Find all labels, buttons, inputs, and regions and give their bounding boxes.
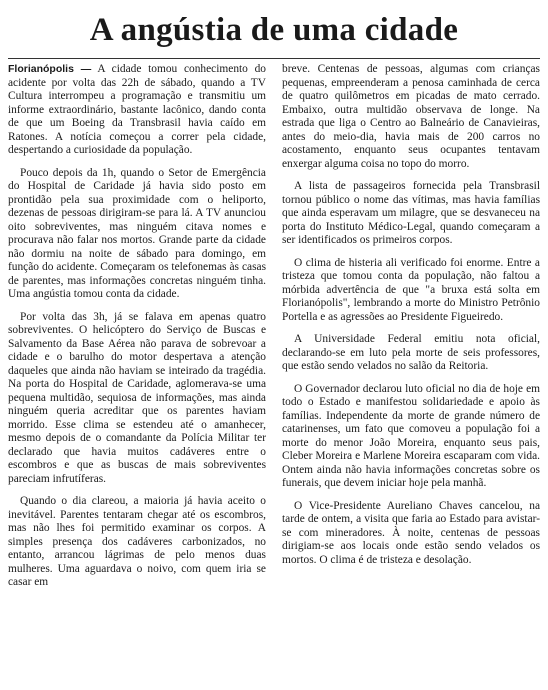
paragraph: O Vice-Presidente Aureliano Chaves cancelou, na tarde de ontem, a visita que faria ao Estado para avistar-se com mineradores. À noite, centenas de pessoas dirigiam-se aos locais onde estão sendo velados os mortos. O clima é de tristeza e desolação. — [282, 499, 540, 566]
paragraph: Por volta das 3h, já se falava em apenas quatro sobreviventes. O helicóptero do Serviço de Buscas e Salvamento da Base Aérea não parava de sobrevoar a cidade e o barulho do motor despertava a atenção daqueles que ainda não haviam se inteirado da tragédia. Na porta do Hospital de Caridade, aglomerava-se uma pequena multidão, sequiosa de informações, mas ainda ninguém queria acreditar que os parentes haviam morrido. Esse clima se estendeu até o amanhecer, mesmo depois de o comandante da Polícia Militar ter declarado que havia muitos cadáveres entre o escombros e que as buscas de mais sobreviventes pareciam infrutíferas. — [8, 310, 266, 485]
paragraph: breve. Centenas de pessoas, algumas com crianças pequenas, empreenderam a penosa caminhada de cerca de quatro quilômetros em picadas de mato cerrado. Embaixo, outra multidão observava de longe. Na estrada que liga o Centro ao Balneário de Canavieiras, antes do meio-dia, havia mais de 200 carros no acostamento, enquanto seus ocupantes tentavam enxergar alguma coisa no topo do morro. — [282, 63, 540, 170]
article-body — [8, 63, 540, 599]
dateline: Florianópolis — — [8, 63, 92, 75]
headline-divider — [8, 58, 540, 59]
left-column — [8, 63, 266, 599]
paragraph-text: A cidade tomou conhecimento do acidente por volta das 22h de sábado, quando a TV Cultura interrompeu a programação e transmitiu um informe extraordinário, bastante lacônico, dando conta de que um Boeing da Transbrasil havia caído em Ratones. A notícia começou a correr pela cidade, despertando a curiosidade da população. — [8, 63, 266, 156]
paragraph: Pouco depois da 1h, quando o Setor de Emergência do Hospital de Caridade já havia sido posto em prontidão pela sua proximidade com o heliporto, dezenas de pessoas dirigiram-se para lá. A TV anunciou oito sobreviventes, mas ninguém citava nomes e procurava não falar nos mortos. Grande parte da cidade não dormiu na noite de sábado para domingo, em função do acidente. Começaram os telefonemas às casas de parentes, mas informações concretas ninguém tinha. Uma angústia tomou conta da cidade. — [8, 166, 266, 300]
paragraph: O clima de histeria ali verificado foi enorme. Entre a tristeza que tomou conta da população, não faltou a mórbida advertência de que "a bruxa está solta em Florianópolis", lembrando a morte do Ministro Petrônio Portella e as agressões ao Presidente Figueiredo. — [282, 256, 540, 323]
right-column — [282, 63, 540, 599]
paragraph: O Governador declarou luto oficial no dia de hoje em todo o Estado e manifestou solidariedade e apoio às famílias. Independente da morte de grande número de catarinenses, um fato que comoveu a população foi a morte do menor João Moreira, enquanto seus pais, Cleber Moreira e Marlene Moreira escaparam com vida. Ontem ainda não havia informações concretas sobre os funerais, que devem iniciar hoje pela manhã. — [282, 382, 540, 489]
paragraph: A Universidade Federal emitiu nota oficial, declarando-se em luto pela morte de seis professores, que estão sendo velados no salão da Reitoria. — [282, 333, 540, 372]
paragraph: A lista de passageiros fornecida pela Transbrasil tornou público o nome das vítimas, mas havia famílias que ainda esperavam um milagre, que se desvaneceu na porta do Instituto Médico-Legal, quando começaram a ser identificados os primeiros corpos. — [282, 180, 540, 246]
paragraph: Quando o dia clareou, a maioria já havia aceito o inevitável. Parentes tentaram chegar até os escombros, mas não lhes foi permitido examinar os corpos. A simples presença dos cadáveres carbonizados, no entanto, arrancou lágrimas de pelo menos duas mulheres. Uma aguardava o noivo, com quem iria se casar em — [8, 495, 266, 588]
paragraph — [8, 63, 266, 158]
article-headline: A angústia de uma cidade — [89, 12, 459, 48]
